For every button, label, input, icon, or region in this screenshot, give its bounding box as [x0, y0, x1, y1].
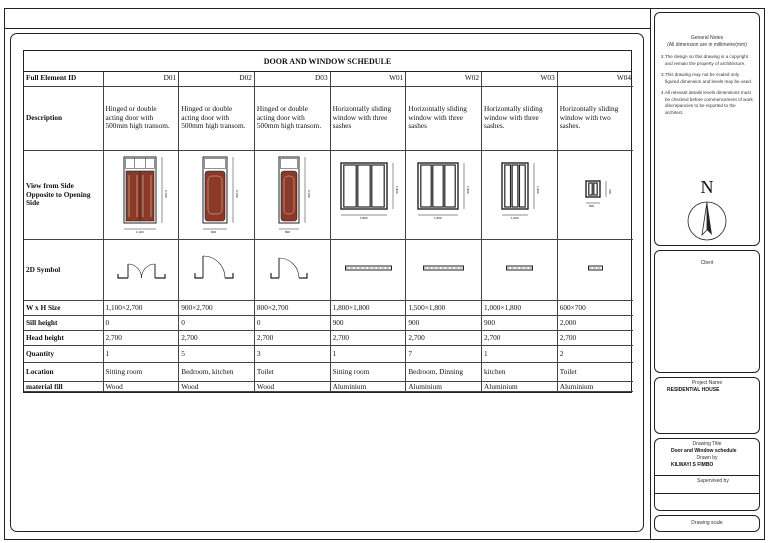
cell-id: W04 — [557, 72, 633, 86]
row-label: View from Side Opposite to Opening Side — [24, 150, 103, 240]
project-name: RESIDENTIAL HOUSE — [667, 387, 720, 393]
cell-material: Wood — [103, 382, 179, 392]
cell-location: Toilet — [254, 363, 330, 382]
window-symbol-icon — [558, 240, 633, 297]
cell-quantity: 7 — [406, 346, 482, 363]
client-label: Client — [700, 260, 714, 266]
cell-size: 1,100×2,700 — [103, 301, 179, 316]
cell-description: Hinged or double acting door with 500mm high transom. — [103, 86, 179, 150]
elevation-cell — [179, 150, 255, 240]
cell-quantity: 1 — [482, 346, 558, 363]
schedule-row-quantity — [24, 346, 633, 363]
cell-head: 2,700 — [179, 331, 255, 346]
door-elevation-icon — [255, 151, 330, 237]
cell-id: W02 — [406, 72, 482, 86]
north-label: N — [700, 177, 714, 197]
symbol-cell — [557, 240, 633, 301]
cell-description: Hinged or double acting door with 500mm high transom. — [179, 86, 255, 150]
elevation-cell — [254, 150, 330, 240]
divider — [655, 493, 759, 494]
cell-quantity: 5 — [179, 346, 255, 363]
symbol-cell — [482, 240, 558, 301]
svg-text:1,500: 1,500 — [434, 215, 442, 220]
svg-text:800: 800 — [284, 229, 290, 234]
schedule-row-symbol — [24, 240, 633, 301]
cell-description: Horizontally sliding window with three sashes. — [482, 86, 558, 150]
cell-material: Aluminium — [557, 382, 633, 392]
elevation-cell — [103, 150, 179, 240]
cell-head: 2,700 — [482, 331, 558, 346]
cell-quantity: 3 — [254, 346, 330, 363]
window-elevation-icon — [558, 151, 633, 237]
cell-location: Bedroom, kitchen — [179, 363, 255, 382]
symbol-cell — [254, 240, 330, 301]
symbol-cell — [330, 240, 406, 301]
cell-description: Hinged or double acting door with 500mm high transom. — [254, 86, 330, 150]
cell-material: Aluminium — [330, 382, 406, 392]
cell-sill: 0 — [103, 316, 179, 331]
cell-sill: 2,000 — [557, 316, 633, 331]
double-door-symbol-icon — [104, 240, 179, 297]
note-item: 2.The design on this drawing is a copyright and remain the property of architecture. — [661, 54, 749, 66]
drawing-info-box — [654, 438, 760, 511]
window-symbol-icon — [331, 240, 406, 297]
cell-head: 2,700 — [254, 331, 330, 346]
cell-sill: 900 — [482, 316, 558, 331]
svg-text:1,000: 1,000 — [511, 215, 519, 220]
title-block-divider — [650, 8, 651, 540]
row-label: Description — [24, 86, 103, 150]
drawn-by: KILWAYI S FIMBO — [671, 462, 714, 468]
svg-text:2,700: 2,700 — [306, 189, 311, 198]
cell-location: kitchen — [482, 363, 558, 382]
cell-quantity: 1 — [103, 346, 179, 363]
symbol-cell — [406, 240, 482, 301]
cell-sill: 900 — [330, 316, 406, 331]
schedule-row-description — [24, 86, 633, 150]
svg-text:900: 900 — [211, 229, 217, 234]
door-elevation-icon — [104, 151, 179, 237]
cell-size: 1,800×1,800 — [330, 301, 406, 316]
row-label: material fill — [24, 382, 103, 392]
window-elevation-icon — [482, 151, 557, 237]
cell-quantity: 1 — [330, 346, 406, 363]
window-symbol-icon — [406, 240, 481, 297]
symbol-cell — [103, 240, 179, 301]
svg-text:2,700: 2,700 — [163, 189, 168, 198]
cell-size: 800×2,700 — [254, 301, 330, 316]
cell-material: Wood — [179, 382, 255, 392]
schedule-title: DOOR AND WINDOW SCHEDULE — [24, 51, 631, 72]
cell-sill: 900 — [406, 316, 482, 331]
window-symbol-icon — [482, 240, 557, 297]
row-label: 2D Symbol — [24, 240, 103, 301]
cell-location: Bedroom, Dinning — [406, 363, 482, 382]
cell-description: Horizontally sliding window with three sashes — [330, 86, 406, 150]
door-window-schedule — [23, 50, 632, 393]
row-label: Quantity — [24, 346, 103, 363]
cell-sill: 0 — [179, 316, 255, 331]
row-label: Full Element ID — [24, 72, 103, 86]
cell-id: D03 — [254, 72, 330, 86]
single-door-symbol-icon — [179, 240, 254, 297]
elevation-cell — [482, 150, 558, 240]
cell-location: Sitting room — [330, 363, 406, 382]
cell-head: 2,700 — [330, 331, 406, 346]
door-elevation-icon — [179, 151, 254, 237]
divider — [655, 475, 759, 476]
note-item: 3.This drawing may not be scaled only figured dimension and levels may be used. — [661, 72, 753, 84]
row-label: Head height — [24, 331, 103, 346]
cell-material: Aluminium — [406, 382, 482, 392]
notes-title: General Notes — [690, 35, 724, 41]
svg-text:1,800: 1,800 — [536, 185, 541, 194]
elevation-cell — [557, 150, 633, 240]
svg-text:2,700: 2,700 — [235, 189, 240, 198]
elevation-cell — [406, 150, 482, 240]
general-notes-box — [654, 12, 760, 246]
svg-text:1,800: 1,800 — [359, 215, 368, 220]
note-item: 4.All relevant details levels dimensions must be checked before commencement of work discrepancies to be reported to the architect. — [661, 90, 753, 115]
svg-text:1,800: 1,800 — [394, 185, 399, 194]
window-elevation-icon — [331, 151, 406, 237]
supervised-by-label: Supervised by — [697, 478, 729, 484]
cell-size: 600×700 — [557, 301, 633, 316]
row-label: Location — [24, 363, 103, 382]
schedule-row-head — [24, 331, 633, 346]
drawing-title-label: Drawing Title — [692, 441, 722, 447]
schedule-row-size — [24, 301, 633, 316]
cell-head: 2,700 — [557, 331, 633, 346]
project-box — [654, 377, 760, 434]
schedule-row-id — [24, 72, 633, 86]
drawing-title: Door and Window schedule — [671, 448, 737, 454]
symbol-cell — [179, 240, 255, 301]
cell-head: 2,700 — [406, 331, 482, 346]
single-door-symbol-icon — [255, 240, 330, 297]
notes-subtitle: (All dimension are in millimetre(mm) — [667, 42, 747, 48]
cell-material: Wood — [254, 382, 330, 392]
row-label: Sill height — [24, 316, 103, 331]
cell-material: Aluminium — [482, 382, 558, 392]
schedule-row-location — [24, 363, 633, 382]
row-label: W x H Size — [24, 301, 103, 316]
cell-id: D02 — [179, 72, 255, 86]
cell-size: 1,500×1,800 — [406, 301, 482, 316]
cell-quantity: 2 — [557, 346, 633, 363]
schedule-row-view — [24, 150, 633, 240]
cell-id: W01 — [330, 72, 406, 86]
sheet-header-line — [4, 28, 650, 29]
north-arrow-icon — [685, 199, 729, 243]
schedule-table — [24, 72, 633, 392]
drawn-by-label: Drawn by — [696, 455, 718, 461]
schedule-row-material — [24, 382, 633, 392]
cell-sill: 0 — [254, 316, 330, 331]
cell-id: D01 — [103, 72, 179, 86]
cell-location: Toilet — [557, 363, 633, 382]
cell-description: Horizontally sliding window with two sashes. — [557, 86, 633, 150]
cell-id: W03 — [482, 72, 558, 86]
cell-size: 1,000×1,800 — [482, 301, 558, 316]
cell-size: 900×2,700 — [179, 301, 255, 316]
client-box — [654, 250, 760, 373]
svg-text:1,800: 1,800 — [466, 185, 471, 194]
cell-description: Horizontally sliding window with three sashes — [406, 86, 482, 150]
svg-text:1,100: 1,100 — [135, 229, 144, 234]
elevation-cell — [330, 150, 406, 240]
cell-head: 2,700 — [103, 331, 179, 346]
svg-text:600: 600 — [588, 203, 594, 208]
project-label: Project Name — [691, 380, 723, 386]
schedule-row-sill — [24, 316, 633, 331]
drawing-scale-box — [654, 515, 760, 532]
drawing-scale-label: Drawing scale — [691, 520, 723, 526]
cell-location: Sitting room — [103, 363, 179, 382]
window-elevation-icon — [406, 151, 481, 237]
svg-text:700: 700 — [607, 188, 612, 194]
